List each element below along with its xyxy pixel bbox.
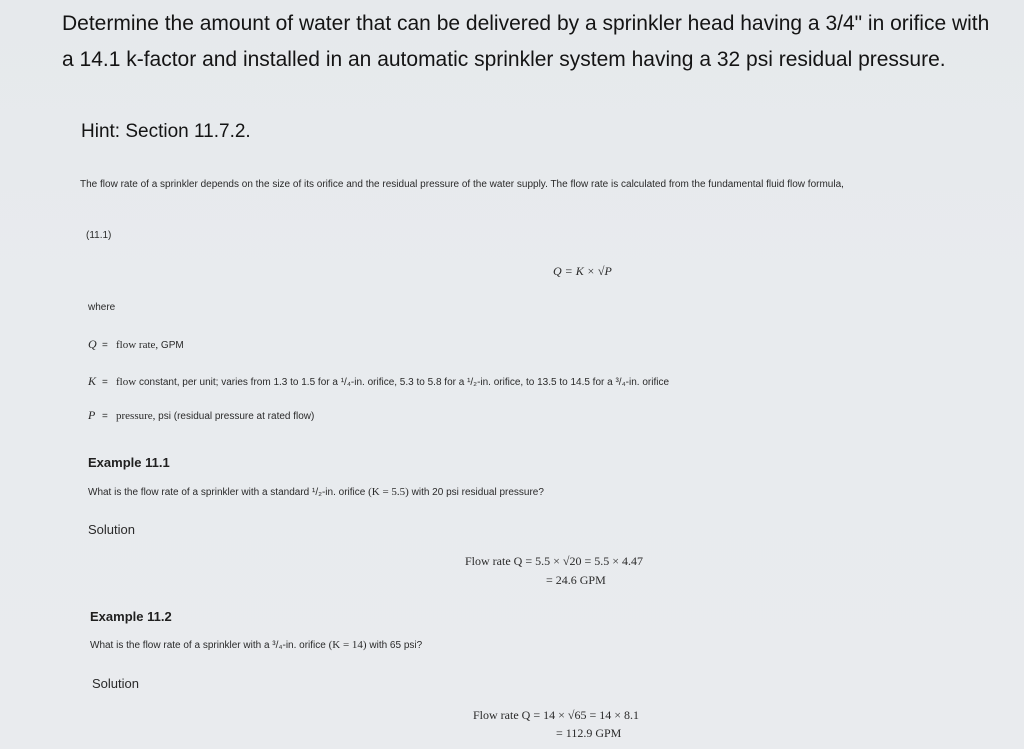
- definition-equals: =: [102, 411, 108, 422]
- example2-question: [90, 639, 422, 651]
- example1-solution-label: Solution: [88, 522, 135, 537]
- example1-question: [88, 486, 544, 498]
- definition-term: flow rate,: [116, 339, 159, 351]
- example1-question-post: with 20 psi residual pressure?: [408, 487, 544, 498]
- definition-desc: GPM: [158, 340, 184, 351]
- definition-symbol: P: [88, 408, 96, 422]
- definition-q: [88, 337, 184, 352]
- example2-question-pre: What is the flow rate of a sprinkler with a ³/₄-in. orifice: [90, 640, 329, 651]
- excerpt-intro: The flow rate of a sprinkler depends on the size of its orifice and the residual pressure of the water supply. The flow rate is calculated from the fundamental fluid flow formula,: [80, 179, 844, 190]
- example1-calc-line2: = 24.6 GPM: [546, 573, 606, 587]
- question-text: Determine the amount of water that can be delivered by a sprinkler head having a 3/4" in orifice with a 14.1 k-factor and installed in an automatic sprinkler system having a 32 psi residual pressure.: [62, 12, 990, 71]
- definition-symbol: Q: [88, 337, 97, 351]
- definition-term: flow: [116, 376, 137, 388]
- definition-desc: psi (residual pressure at rated flow): [155, 411, 315, 422]
- definition-k: [88, 374, 669, 389]
- definition-p: [88, 408, 314, 423]
- example1-title: Example 11.1: [88, 455, 170, 470]
- example2-calc-line1: Flow rate Q = 14 × √65 = 14 × 8.1: [473, 708, 639, 722]
- example2-solution-label: Solution: [92, 676, 139, 691]
- example1-question-pre: What is the flow rate of a sprinkler with a standard ¹/₂-in. orifice: [88, 487, 369, 498]
- definition-desc: constant, per unit; varies from 1.3 to 1.5 for a ¹/₄-in. orifice, 5.3 to 5.8 for a ¹/₂-in. orifice, to 13.5 to 14.5 for a ³/₄-in. orifice: [136, 377, 670, 388]
- example2-question-post: with 65 psi?: [366, 640, 423, 651]
- example2-title: Example 11.2: [90, 609, 172, 624]
- definition-equals: =: [102, 340, 108, 351]
- example2-question-math: (K = 14): [328, 639, 367, 651]
- example1-question-math: (K = 5.5): [368, 486, 409, 498]
- definition-term: pressure,: [116, 410, 156, 422]
- flow-formula: Q = K × √P: [553, 264, 612, 278]
- example2-calc-line2: = 112.9 GPM: [556, 726, 622, 740]
- hint-text: Hint: Section 11.7.2.: [81, 121, 251, 142]
- where-label: where: [88, 302, 116, 313]
- definition-symbol: K: [88, 374, 97, 388]
- definition-equals: =: [102, 377, 108, 388]
- example1-calc-line1: Flow rate Q = 5.5 × √20 = 5.5 × 4.47: [465, 554, 643, 568]
- equation-number: (11.1): [86, 230, 112, 241]
